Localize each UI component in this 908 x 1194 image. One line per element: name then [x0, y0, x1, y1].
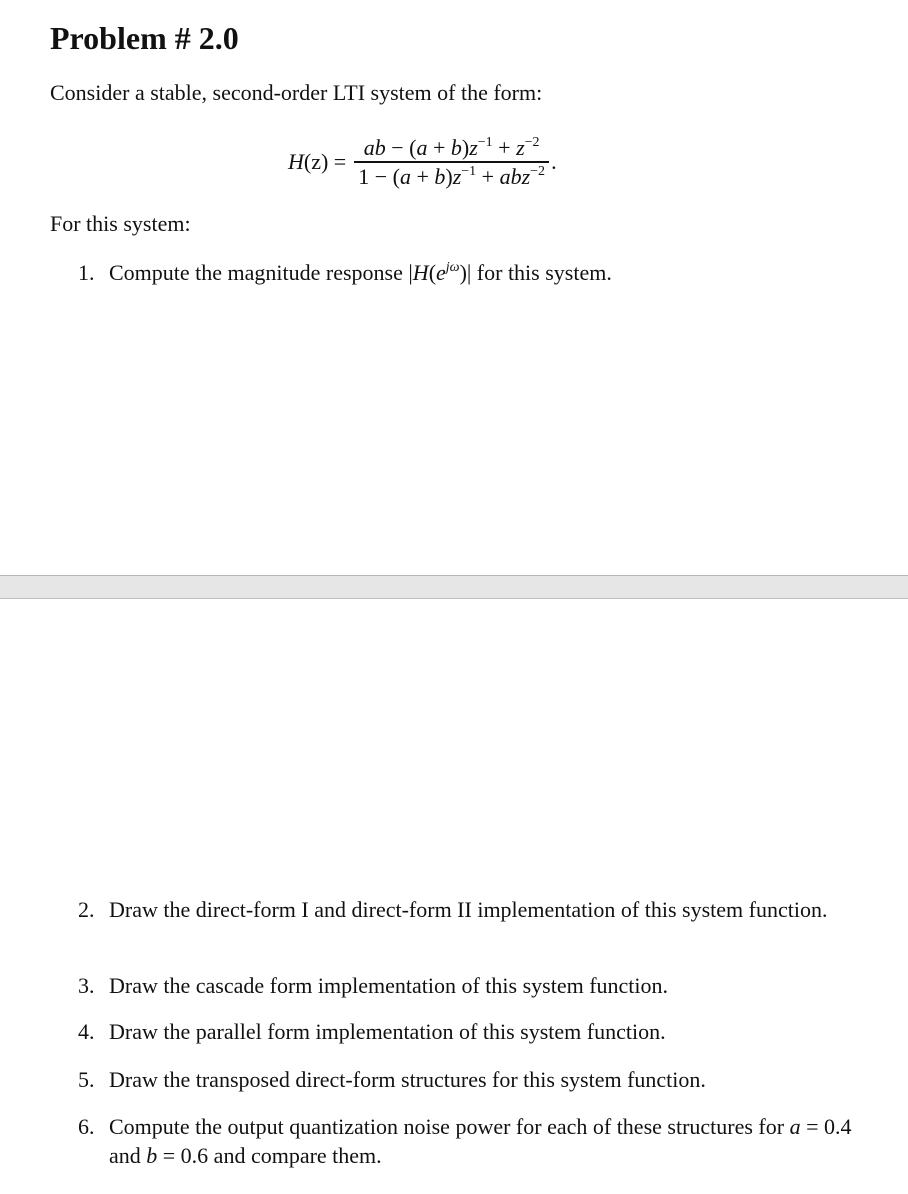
page-divider: [0, 575, 908, 599]
item-math-func: H: [412, 260, 429, 285]
num-term: b: [450, 134, 462, 160]
num-term: ): [461, 134, 470, 160]
lhs-argument: (z) =: [303, 149, 347, 174]
item-text-part: )| for this system.: [459, 260, 612, 285]
list-marker: 3.: [78, 973, 95, 998]
list-item-text: Draw the parallel form implementation of this system function.: [109, 1019, 666, 1044]
list-marker: 5.: [78, 1067, 95, 1092]
num-term: a: [416, 134, 428, 160]
item-math-var: b: [146, 1143, 158, 1168]
item-text-part: Compute the output quantization noise power for each of these structures for: [109, 1114, 790, 1139]
den-term: a: [399, 163, 411, 189]
num-term: +: [492, 134, 517, 160]
den-term: b: [434, 163, 446, 189]
list-item-text: Draw the direct-form I and direct-form II implementation of this system function.: [109, 897, 828, 922]
list-marker: 6.: [78, 1114, 95, 1139]
list-item: [78, 1112, 869, 1170]
den-term: ): [445, 163, 453, 189]
den-term: 1 − (: [358, 163, 400, 189]
list-item-text: [109, 1112, 869, 1170]
item-text-part: (: [428, 260, 437, 285]
equation-denominator: [354, 163, 549, 191]
transfer-function-equation: [288, 126, 557, 198]
for-system-label: For this system:: [50, 211, 191, 236]
num-exponent: −1: [477, 134, 493, 150]
num-exponent: −2: [524, 134, 540, 150]
list-item-text: [109, 258, 869, 287]
item-text-part: Compute the magnitude response |: [109, 260, 413, 285]
num-term: z: [516, 134, 525, 160]
problem-intro: Consider a stable, second-order LTI system of the form:: [50, 80, 543, 105]
list-item: [78, 971, 869, 1000]
lhs-function: H: [288, 149, 304, 174]
equation-numerator: [360, 134, 544, 162]
equation-fraction: [354, 134, 549, 191]
den-term: +: [410, 163, 435, 189]
den-exponent: −2: [530, 163, 546, 179]
equation-period: .: [551, 149, 557, 174]
item-math-exponent: jω: [445, 260, 460, 275]
list-item: [78, 1065, 869, 1094]
den-exponent: −1: [461, 163, 477, 179]
item-math-var: a: [789, 1114, 801, 1139]
problem-title: Problem # 2.0: [50, 20, 239, 56]
list-item-text: Draw the transposed direct-form structures for this system function.: [109, 1067, 706, 1092]
den-term: z: [452, 163, 462, 189]
item-text-part: = 0.6 and compare them.: [157, 1143, 382, 1168]
list-marker: 4.: [78, 1019, 95, 1044]
list-item: [78, 258, 869, 287]
num-term: ab: [363, 134, 386, 160]
list-marker: 1.: [78, 260, 95, 285]
list-item: [78, 895, 869, 924]
list-item: [78, 1017, 869, 1046]
den-term: +: [476, 163, 500, 189]
list-marker: 2.: [78, 897, 95, 922]
num-term: +: [427, 134, 451, 160]
item-math-base: e: [436, 260, 446, 285]
num-term: z: [469, 134, 478, 160]
num-term: − (: [385, 134, 417, 160]
item-text-part: = 0.4 and: [109, 1114, 852, 1168]
list-item-text: Draw the cascade form implementation of this system function.: [109, 973, 669, 998]
den-term: abz: [499, 163, 531, 189]
equation-lhs: [288, 149, 346, 175]
